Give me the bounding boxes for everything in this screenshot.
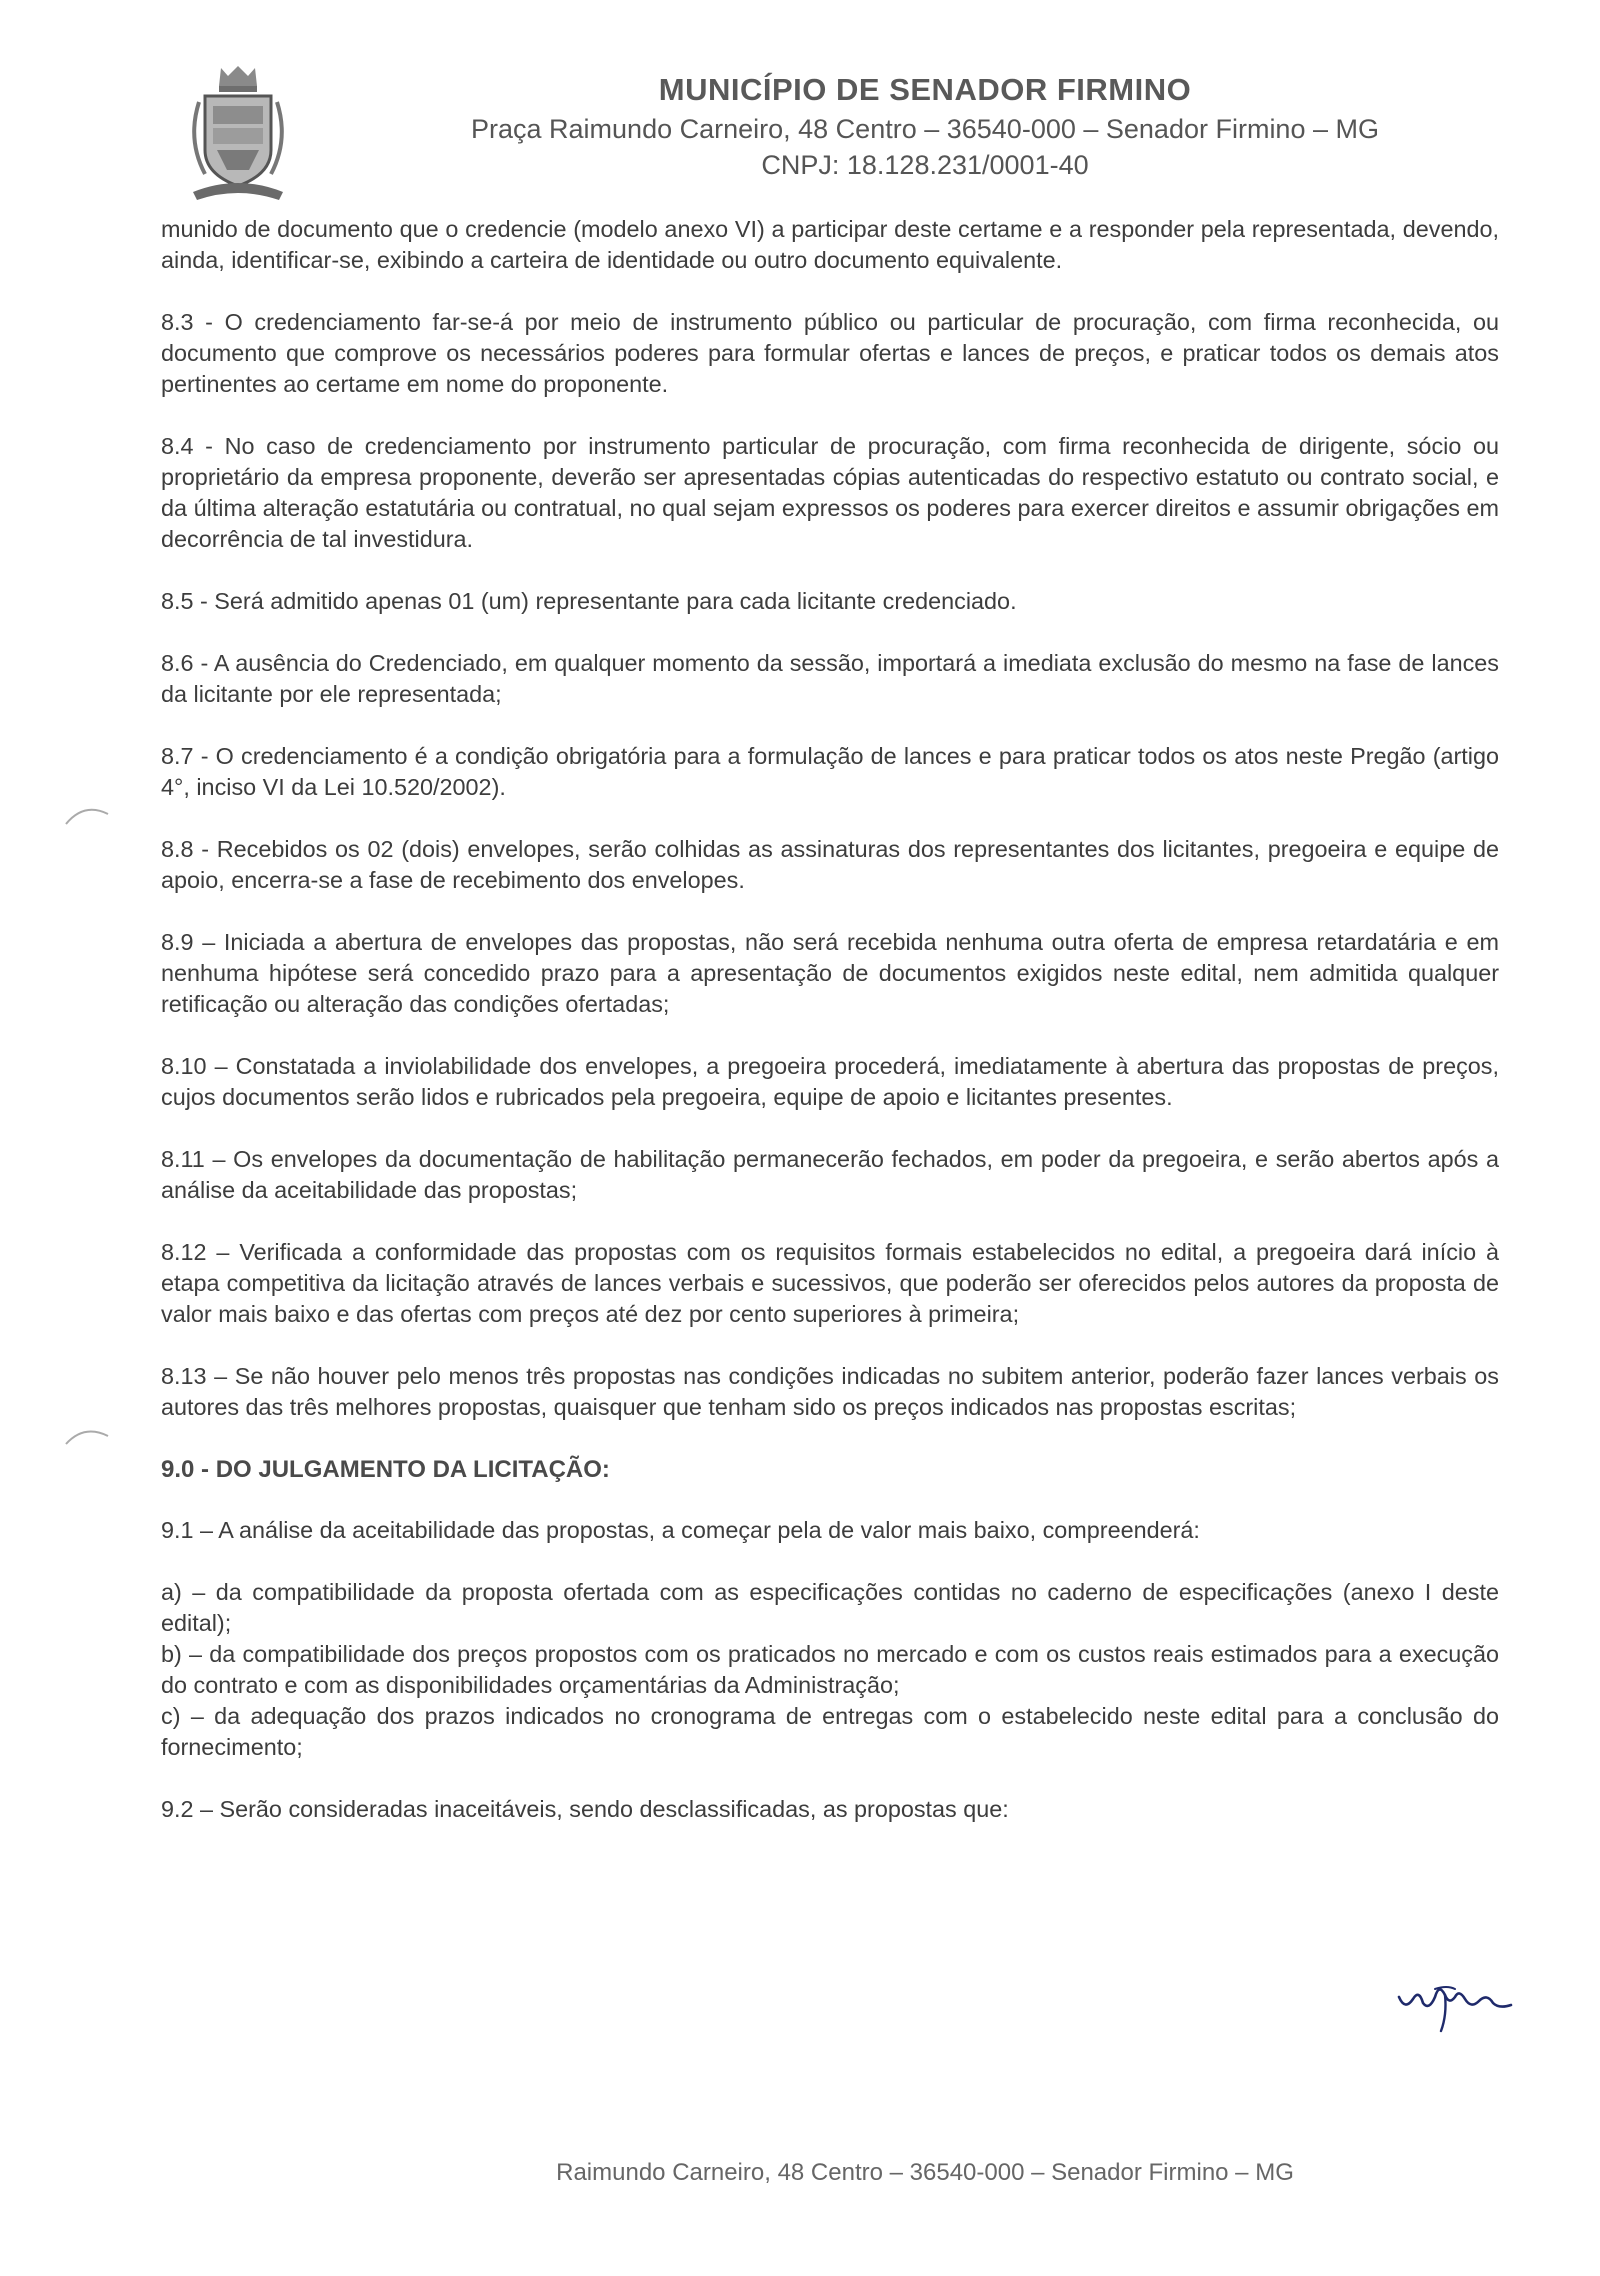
paragraph-8-13: 8.13 – Se não houver pelo menos três propostas nas condições indicadas no subitem anterior, poderão fazer lances verbais os autores das três melhores propostas, quaisquer que tenham sido os preços indicados nas propostas escritas; (161, 1363, 1499, 1420)
list-item-b: b) – da compatibilidade dos preços propostos com os praticados no mercado e com os custos reais estimados para a execução do contrato e com as disponibilidades orçamentárias da Administração; (161, 1641, 1499, 1698)
paragraph-8-8: 8.8 - Recebidos os 02 (dois) envelopes, serão colhidas as assinaturas dos representantes dos licitantes, pregoeira e equipe de apoio, encerra-se a fase de recebimento dos envelopes. (161, 836, 1499, 893)
paragraph-8-3: 8.3 - O credenciamento far-se-á por meio de instrumento público ou particular de procuração, com firma reconhecida, ou documento que comprove os necessários poderes para formular ofertas e lances de preços, e praticar todos os demais atos pertinentes ao certame em nome do proponente. (161, 309, 1499, 397)
paragraph-8-7: 8.7 - O credenciamento é a condição obrigatória para a formulação de lances e para praticar todos os atos neste Pregão (artigo 4°, inciso VI da Lei 10.520/2002). (161, 743, 1499, 800)
section-9-heading: 9.0 - DO JULGAMENTO DA LICITAÇÃO: (161, 1456, 610, 1483)
paragraph-8-10: 8.10 – Constatada a inviolabilidade dos envelopes, a pregoeira procederá, imediatamente à abertura das propostas de preços, cujos documentos serão lidos e rubricados pela pregoeira, equipe de apoio e licitantes presentes. (161, 1053, 1499, 1110)
list-item-c: c) – da adequação dos prazos indicados no cronograma de entregas com o estabelecido neste edital para a conclusão do fornecimento; (161, 1703, 1499, 1760)
paragraph-8-12: 8.12 – Verificada a conformidade das propostas com os requisitos formais estabelecidos no edital, a pregoeira dará início à etapa competitiva da licitação através de lances verbais e sucessivos, que poderão ser oferecidos pelos autores da proposta de valor mais baixo e das ofertas com preços até dez por cento superiores à primeira; (161, 1239, 1499, 1327)
paragraph-8-9: 8.9 – Iniciada a abertura de envelopes das propostas, não será recebida nenhuma outra oferta de empresa retardatária e em nenhuma hipótese será concedido prazo para a apresentação de documentos exigidos neste edital, nem admitida qualquer retificação ou alteração das condições ofertadas; (161, 929, 1499, 1017)
letterhead (0, 0, 1600, 210)
paragraph-8-5: 8.5 - Será admitido apenas 01 (um) representante para cada licitante credenciado. (161, 588, 1017, 614)
paragraph-8-11: 8.11 – Os envelopes da documentação de habilitação permanecerão fechados, em poder da pregoeira, e serão abertos após a análise da aceitabilidade das propostas; (161, 1146, 1499, 1203)
margin-mark-icon (62, 1420, 112, 1450)
document-body (161, 214, 1499, 1856)
header-address: Praça Raimundo Carneiro, 48 Centro – 36540-000 – Senador Firmino – MG (471, 114, 1379, 144)
paragraph-credential-continuation: munido de documento que o credencie (modelo anexo VI) a participar deste certame e a responder pela representada, devendo, ainda, identificar-se, exibindo a carteira de identidade ou outro documento equivalente. (161, 216, 1499, 273)
municipality-name: MUNICÍPIO DE SENADOR FIRMINO (658, 72, 1192, 107)
margin-mark-icon (62, 800, 112, 830)
paragraph-9-2: 9.2 – Serão consideradas inaceitáveis, sendo desclassificadas, as propostas que: (161, 1796, 1009, 1822)
paragraph-9-1: 9.1 – A análise da aceitabilidade das propostas, a começar pela de valor mais baixo, compreenderá: (161, 1517, 1200, 1543)
header-cnpj: CNPJ: 18.128.231/0001-40 (761, 150, 1089, 180)
list-item-a: a) – da compatibilidade da proposta ofertada com as especificações contidas no caderno de especificações (anexo I deste edital); (161, 1579, 1499, 1636)
paragraph-8-4: 8.4 - No caso de credenciamento por instrumento particular de procuração, com firma reconhecida de dirigente, sócio ou proprietário da empresa proponente, deverão ser apresentadas cópias autenticadas do respectivo estatuto ou contrato social, e da última alteração estatutária ou contratual, no qual sejam expressos os poderes para exercer direitos e assumir obrigações em decorrência de tal investidura. (161, 433, 1499, 552)
signature-icon (1395, 1975, 1515, 2035)
paragraph-8-6: 8.6 - A ausência do Credenciado, em qualquer momento da sessão, importará a imediata exclusão do mesmo na fase de lances da licitante por ele representada; (161, 650, 1499, 707)
footer-address: Raimundo Carneiro, 48 Centro – 36540-000 – Senador Firmino – MG (556, 2159, 1294, 2186)
